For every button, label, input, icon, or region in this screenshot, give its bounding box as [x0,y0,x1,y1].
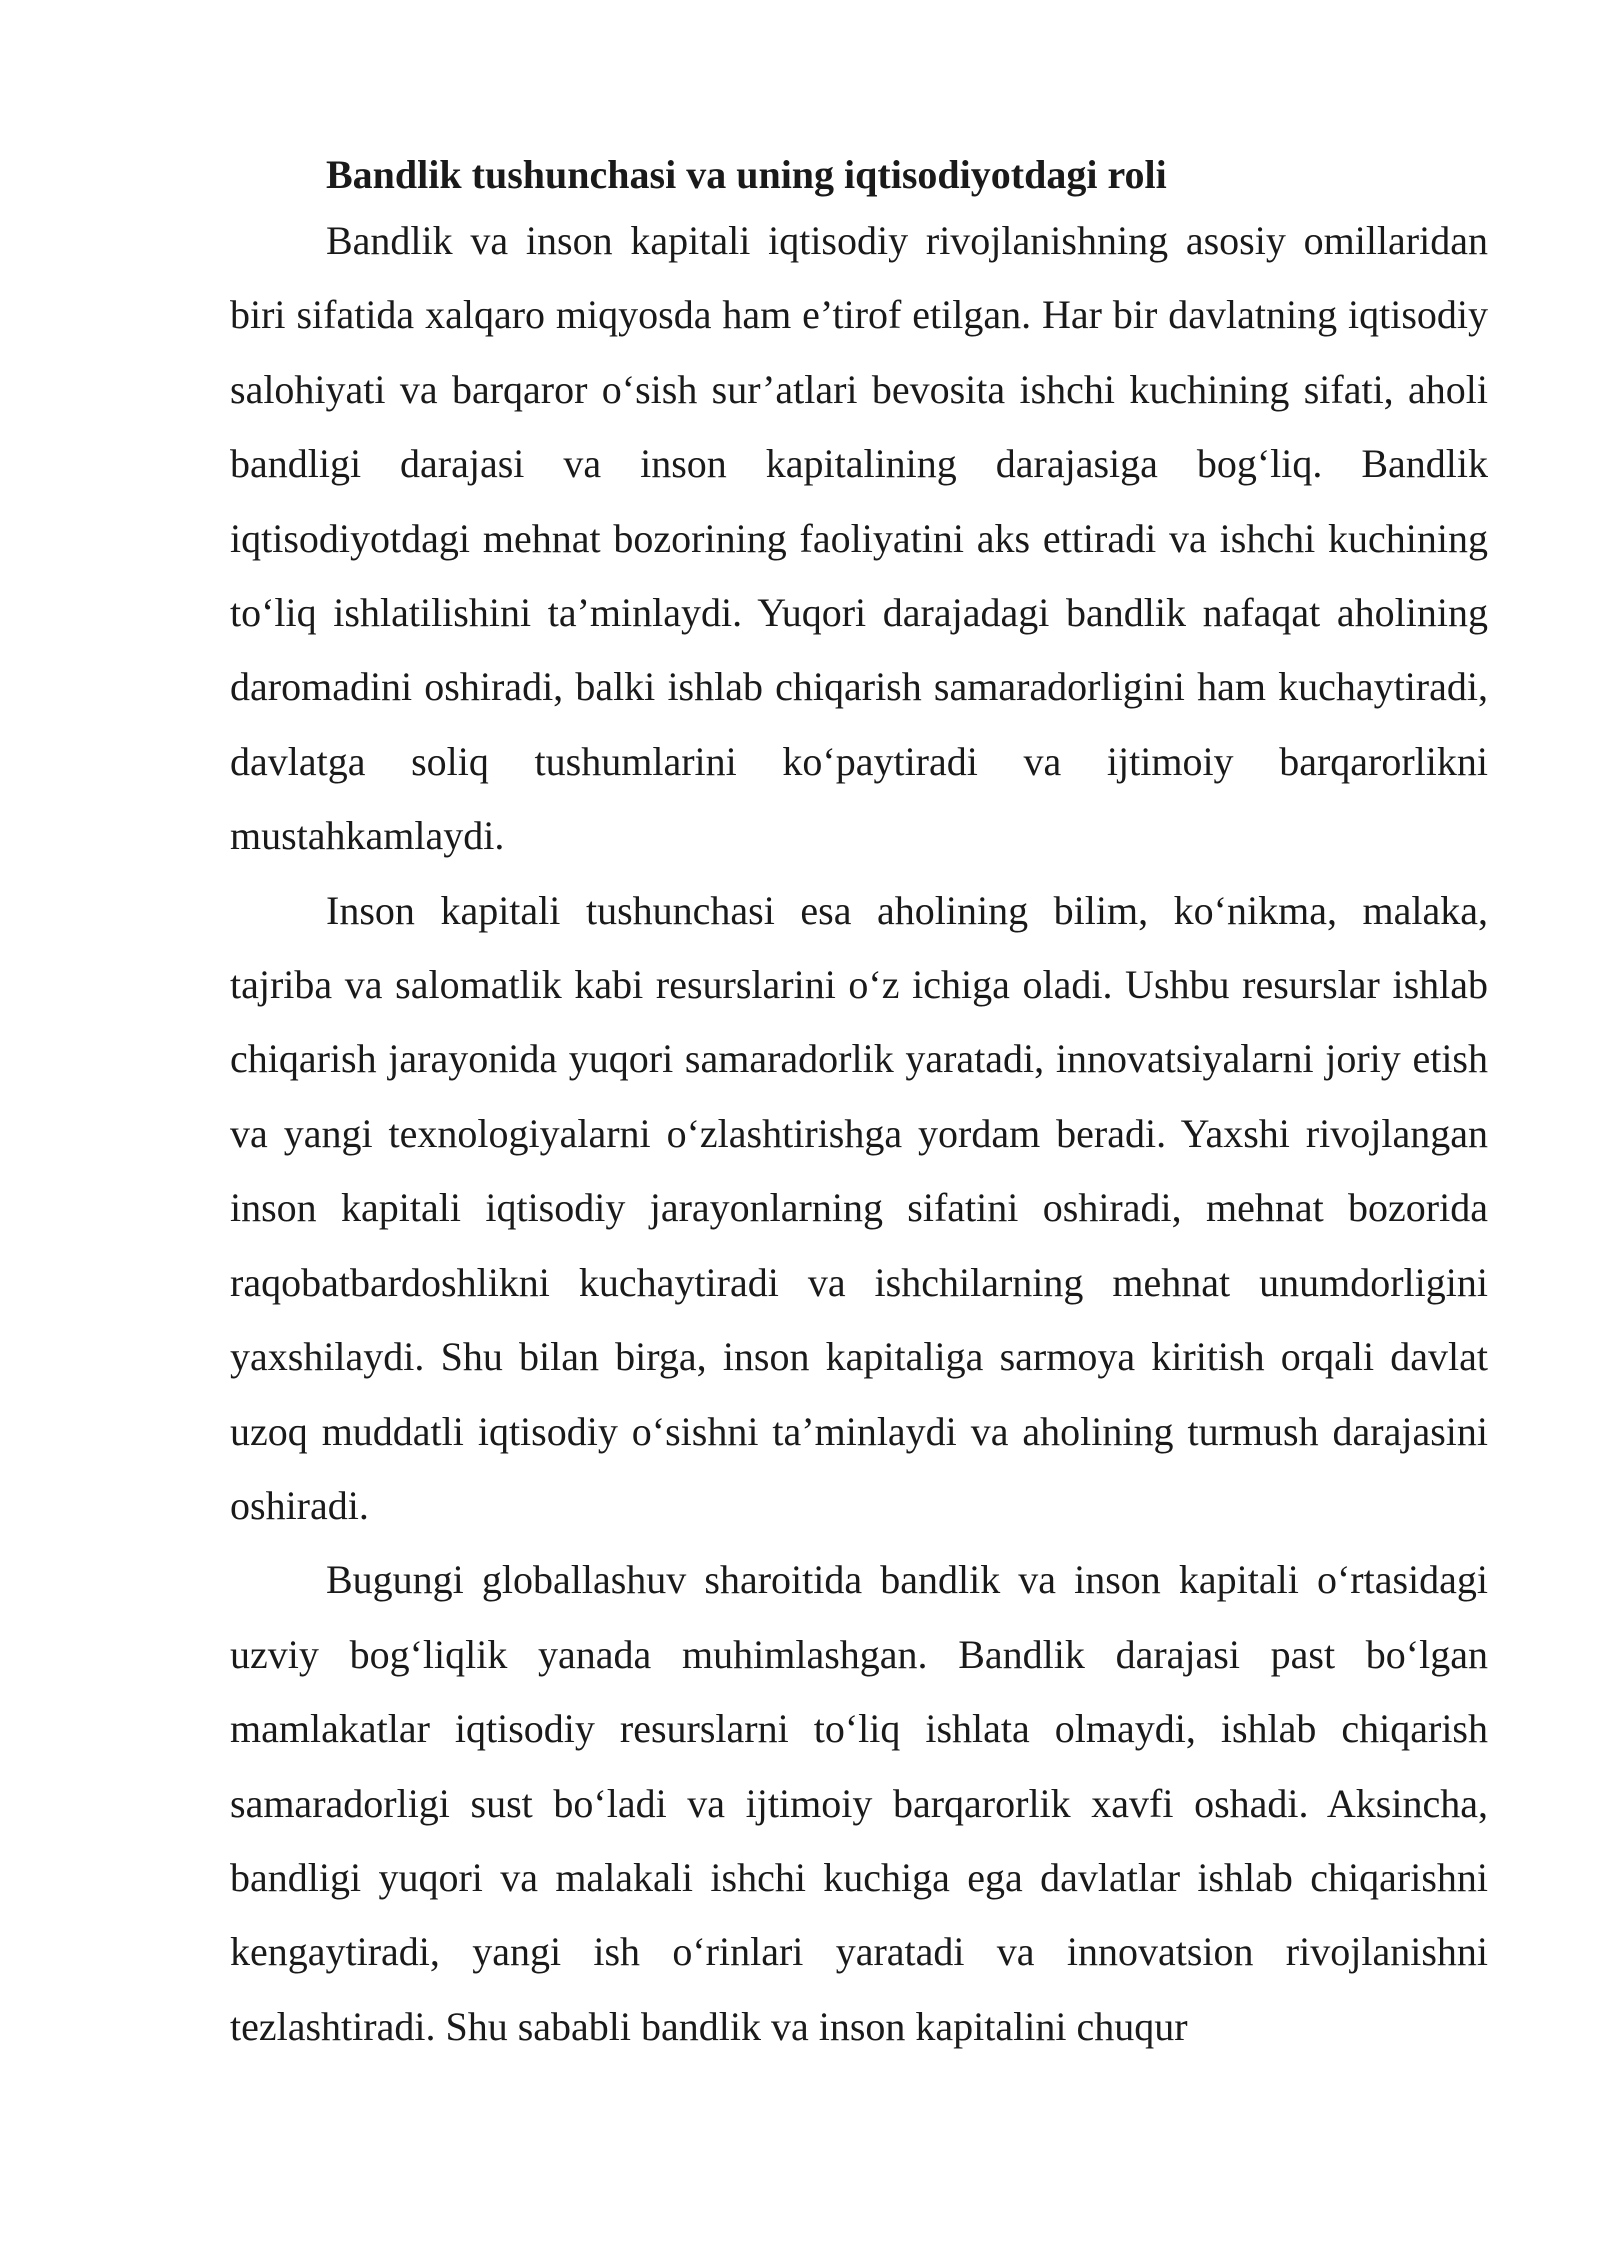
document-page [230,148,1488,2064]
paragraph-3: Bugungi globallashuv sharoitida bandlik va inson kapitali o‘rtasidagi uzviy bog‘liqlik yanada muhimlashgan. Bandlik darajasi past bo‘lgan mamlakatlar iqtisodiy resurslarni to‘liq ishlata olmaydi, ishlab chiqarish samaradorligi sust bo‘ladi va ijtimoiy barqarorlik xavfi oshadi. Aksincha, bandligi yuqori va malakali ishchi kuchiga ega davlatlar ishlab chiqarishni kengaytiradi, yangi ish o‘rinlari yaratadi va innovatsion rivojlanishni tezlashtiradi. Shu sababli bandlik va inson kapitalini chuqur [230,1557,1488,2049]
paragraph-1: Bandlik va inson kapitali iqtisodiy rivojlanishning asosiy omillaridan biri sifatida xalqaro miqyosda ham e’tirof etilgan. Har bir davlatning iqtisodiy salohiyati va barqaror o‘sish sur’atlari bevosita ishchi kuchining sifati, aholi bandligi darajasi va inson kapitalining darajasiga bog‘liq. Bandlik iqtisodiyotdagi mehnat bozorining faoliyatini aks ettiradi va ishchi kuchining to‘liq ishlatilishini ta’minlaydi. Yuqori darajadagi bandlik nafaqat aholining daromadini oshiradi, balki ishlab chiqarish samaradorligini ham kuchaytiradi, davlatga soliq tushumlarini ko‘paytiradi va ijtimoiy barqarorlikni mustahkamlaydi. [230,218,1488,859]
paragraph-2: Inson kapitali tushunchasi esa aholining bilim, ko‘nikma, malaka, tajriba va salomatlik kabi resurslarini o‘z ichiga oladi. Ushbu resurslar ishlab chiqarish jarayonida yuqori samaradorlik yaratadi, innovatsiyalarni joriy etish va yangi texnologiyalarni o‘zlashtirishga yordam beradi. Yaxshi rivojlangan inson kapitali iqtisodiy jarayonlarning sifatini oshiradi, mehnat bozorida raqobatbardoshlikni kuchaytiradi va ishchilarning mehnat unumdorligini yaxshilaydi. Shu bilan birga, inson kapitaliga sarmoya kiritish orqali davlat uzoq muddatli iqtisodiy o‘sishni ta’minlaydi va aholining turmush darajasini oshiradi. [230,887,1488,1528]
document-title: Bandlik tushunchasi va uning iqtisodiyotdagi roli [326,152,1167,197]
